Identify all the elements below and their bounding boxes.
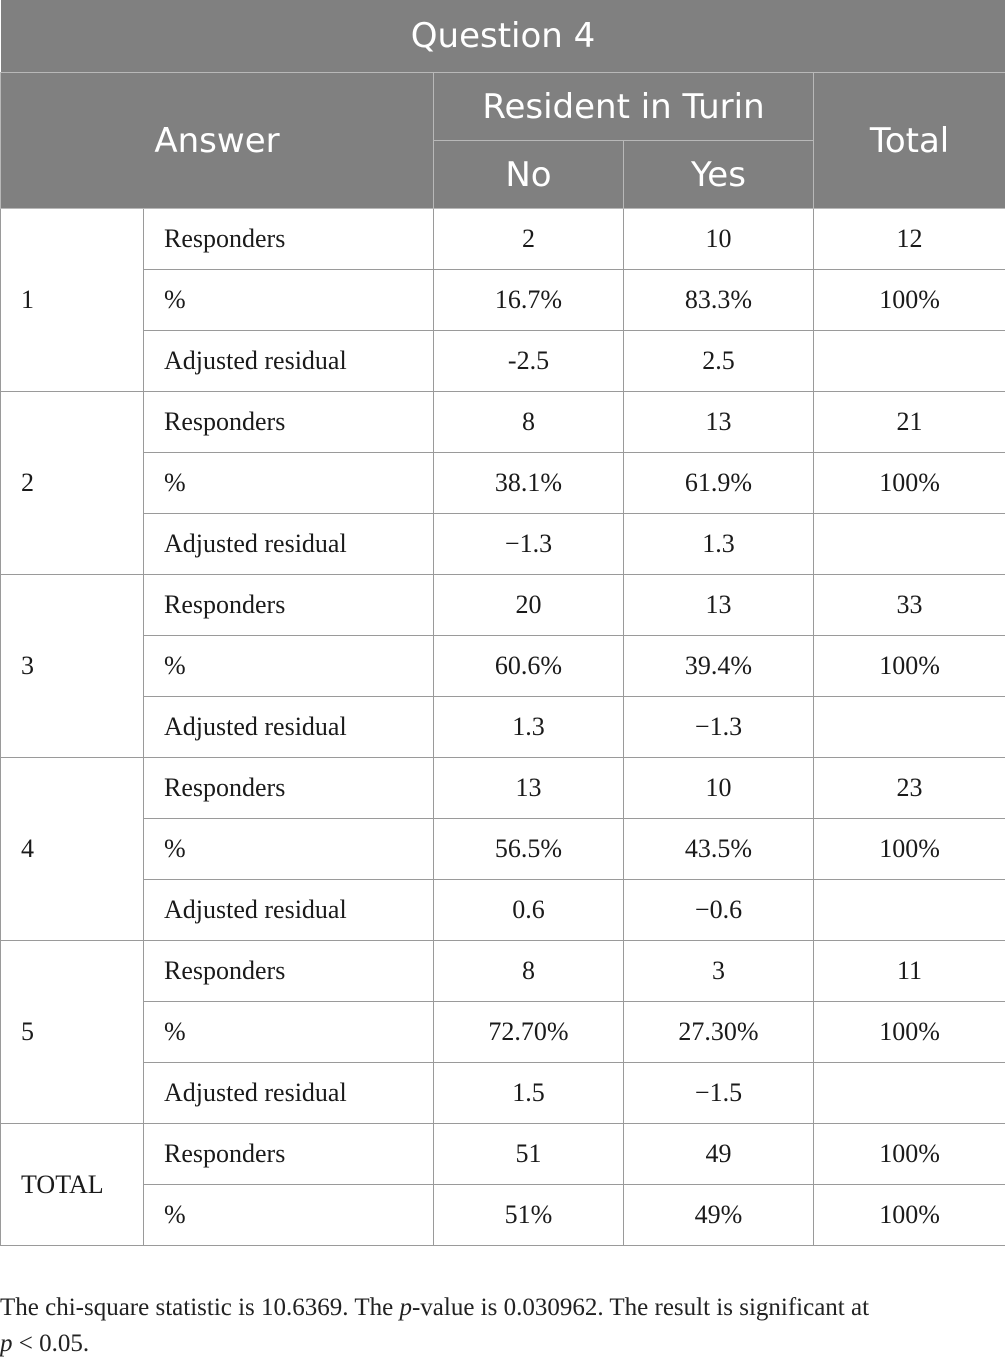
table-row [1,209,1005,270]
answer-header: Answer [1,73,434,209]
metric-label: % [144,270,434,331]
no-value: 56.5% [434,819,624,880]
table-row [1,941,1005,1002]
total-value [814,880,1005,941]
yes-value: 49% [624,1185,814,1246]
total-value: 100% [814,453,1005,514]
table-row [1,697,1005,758]
table-row [1,758,1005,819]
yes-value: 83.3% [624,270,814,331]
no-value: 72.70% [434,1002,624,1063]
total-value [814,331,1005,392]
table-header [1,0,1005,209]
metric-label: Responders [144,941,434,1002]
total-value: 100% [814,270,1005,331]
no-value: 51 [434,1124,624,1185]
no-value: 0.6 [434,880,624,941]
yes-value: 1.3 [624,514,814,575]
no-value: 2 [434,209,624,270]
footnote-text: The chi-square statistic is 10.6369. The [0,1294,399,1321]
resident-group-header: Resident in Turin [434,73,814,141]
footnote-p-italic: p [0,1330,13,1357]
yes-value: 3 [624,941,814,1002]
yes-value: −1.3 [624,697,814,758]
table-row [1,270,1005,331]
total-value: 100% [814,636,1005,697]
metric-label: Responders [144,758,434,819]
table-row [1,331,1005,392]
no-value: 38.1% [434,453,624,514]
yes-header: Yes [624,141,814,209]
yes-value: 13 [624,392,814,453]
no-value: 16.7% [434,270,624,331]
no-value: 51% [434,1185,624,1246]
table-row [1,1124,1005,1185]
metric-label: % [144,819,434,880]
no-header: No [434,141,624,209]
no-value: 13 [434,758,624,819]
metric-label: % [144,1002,434,1063]
table-row [1,636,1005,697]
metric-label: Adjusted residual [144,331,434,392]
no-value: 60.6% [434,636,624,697]
footnote-text: -value is 0.030962. The result is significant at [412,1294,869,1321]
table-row [1,1002,1005,1063]
table-row [1,392,1005,453]
total-value: 21 [814,392,1005,453]
metric-label: Responders [144,392,434,453]
table-row [1,880,1005,941]
no-value: 8 [434,941,624,1002]
table-row [1,1063,1005,1124]
footnote-text: < 0.05. [13,1330,90,1357]
metric-label: % [144,1185,434,1246]
metric-label: Adjusted residual [144,1063,434,1124]
metric-label: Responders [144,209,434,270]
metric-label: Adjusted residual [144,880,434,941]
total-value: 100% [814,819,1005,880]
no-value: 20 [434,575,624,636]
table-row [1,575,1005,636]
metric-label: Responders [144,1124,434,1185]
no-value: -2.5 [434,331,624,392]
yes-value: −0.6 [624,880,814,941]
total-value: 100% [814,1002,1005,1063]
total-value: 12 [814,209,1005,270]
metric-label: % [144,636,434,697]
no-value: −1.3 [434,514,624,575]
total-header: Total [814,73,1005,209]
total-value: 100% [814,1124,1005,1185]
metric-label: Responders [144,575,434,636]
no-value: 1.3 [434,697,624,758]
table-row [1,453,1005,514]
table-title: Question 4 [1,0,1005,73]
footnote-p-italic: p [399,1294,412,1321]
yes-value: 10 [624,758,814,819]
no-value: 8 [434,392,624,453]
yes-value: 61.9% [624,453,814,514]
total-value [814,697,1005,758]
yes-value: 10 [624,209,814,270]
total-value [814,1063,1005,1124]
answer-group-label: 2 [1,392,144,575]
total-value: 11 [814,941,1005,1002]
answer-group-label: TOTAL [1,1124,144,1246]
table-row [1,514,1005,575]
metric-label: Adjusted residual [144,697,434,758]
table-footnote [0,1290,1000,1362]
yes-value: 49 [624,1124,814,1185]
no-value: 1.5 [434,1063,624,1124]
metric-label: Adjusted residual [144,514,434,575]
total-value [814,514,1005,575]
yes-value: −1.5 [624,1063,814,1124]
table-row [1,819,1005,880]
total-value: 33 [814,575,1005,636]
answer-group-label: 3 [1,575,144,758]
yes-value: 27.30% [624,1002,814,1063]
answer-group-label: 5 [1,941,144,1124]
yes-value: 2.5 [624,331,814,392]
total-value: 100% [814,1185,1005,1246]
answer-group-label: 4 [1,758,144,941]
table-body [1,209,1005,1246]
metric-label: % [144,453,434,514]
table-row [1,1185,1005,1246]
total-value: 23 [814,758,1005,819]
yes-value: 43.5% [624,819,814,880]
answer-group-label: 1 [1,209,144,392]
yes-value: 13 [624,575,814,636]
yes-value: 39.4% [624,636,814,697]
